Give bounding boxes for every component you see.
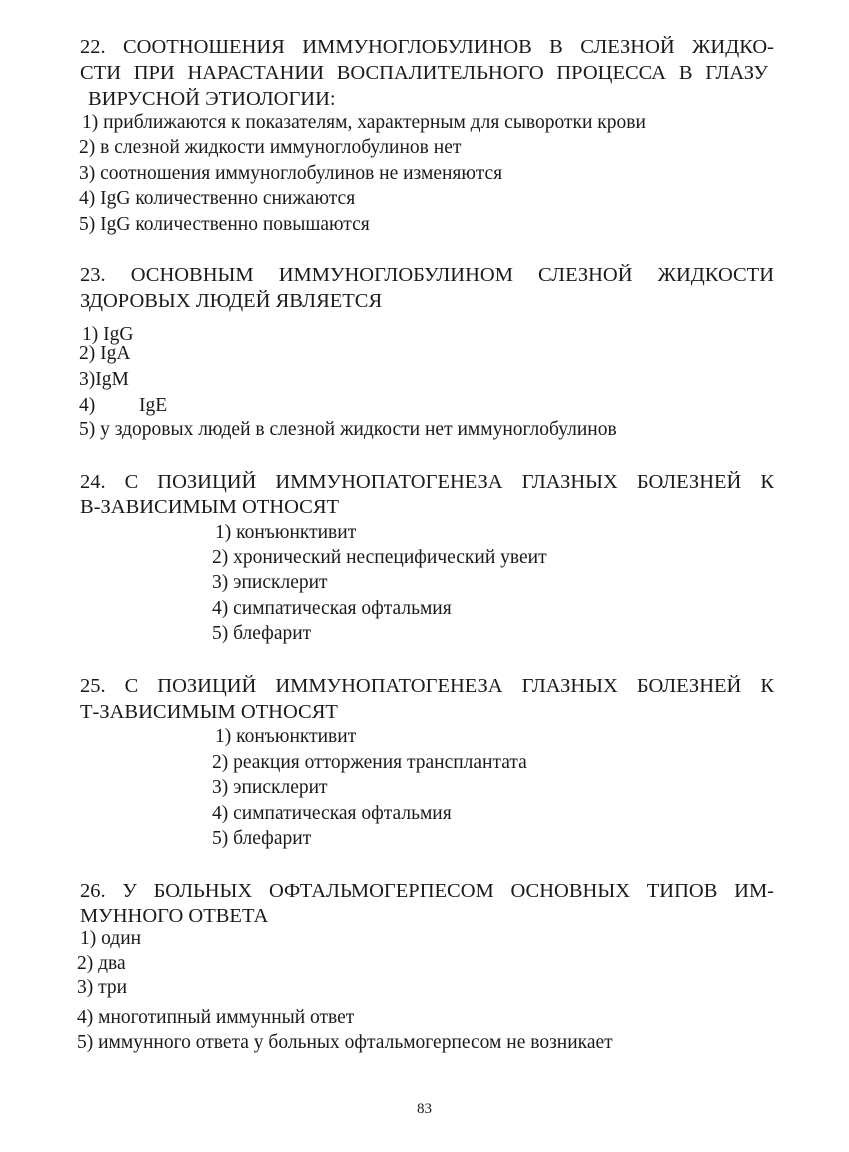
question-25-option-4: 4) симпатическая офтальмия bbox=[212, 803, 452, 824]
question-22-option-4: 4) IgG количественно снижаются bbox=[79, 188, 356, 209]
question-22-line-2: СТИ ПРИ НАРАСТАНИИ ВОСПАЛИТЕЛЬНОГО ПРОЦЕССА В ГЛАЗУ bbox=[80, 62, 768, 84]
question-25-line-2: Т-ЗАВИСИМЫМ ОТНОСЯТ bbox=[80, 701, 338, 723]
question-25-option-3: 3) эписклерит bbox=[212, 777, 328, 798]
question-26-option-3: 3) три bbox=[77, 977, 128, 998]
question-22-option-5: 5) IgG количественно повышаются bbox=[79, 214, 370, 235]
question-26-option-4: 4) многотипный иммунный ответ bbox=[77, 1007, 355, 1028]
question-25-option-5: 5) блефарит bbox=[212, 828, 312, 849]
question-25-option-1: 1) конъюнктивит bbox=[215, 726, 357, 747]
question-26-option-2: 2) два bbox=[77, 953, 126, 974]
question-26-line-1: 26. У БОЛЬНЫХ ОФТАЛЬМОГЕРПЕСОМ ОСНОВНЫХ ТИПОВ ИМ- bbox=[80, 880, 774, 902]
question-23-line-2: ЗДОРОВЫХ ЛЮДЕЙ ЯВЛЯЕТСЯ bbox=[80, 290, 383, 312]
question-23-option-4-text: IgE bbox=[139, 395, 168, 416]
question-26-option-1: 1) один bbox=[80, 928, 142, 949]
question-23-line-1: 23. ОСНОВНЫМ ИММУНОГЛОБУЛИНОМ СЛЕЗНОЙ ЖИДКОСТИ bbox=[80, 264, 774, 286]
question-22-line-3: ВИРУСНОЙ ЭТИОЛОГИИ: bbox=[88, 88, 336, 110]
question-22-option-1: 1) приближаются к показателям, характерным для сыворотки крови bbox=[82, 112, 646, 133]
question-24-option-3: 3) эписклерит bbox=[212, 572, 328, 593]
question-24-line-1: 24. С ПОЗИЦИЙ ИММУНОПАТОГЕНЕЗА ГЛАЗНЫХ БОЛЕЗНЕЙ К bbox=[80, 471, 774, 493]
question-23-option-2: 2) IgA bbox=[79, 343, 131, 364]
question-26-option-5: 5) иммунного ответа у больных офтальмогерпесом не возникает bbox=[77, 1032, 613, 1053]
question-22-line-1: 22. СООТНОШЕНИЯ ИММУНОГЛОБУЛИНОВ В СЛЕЗНОЙ ЖИДКО- bbox=[80, 36, 774, 58]
page-number: 83 bbox=[417, 1101, 432, 1117]
question-25-line-1: 25. С ПОЗИЦИЙ ИММУНОПАТОГЕНЕЗА ГЛАЗНЫХ БОЛЕЗНЕЙ К bbox=[80, 675, 774, 697]
question-22-option-2: 2) в слезной жидкости иммуноглобулинов нет bbox=[79, 137, 462, 158]
question-24-option-1: 1) конъюнктивит bbox=[215, 522, 357, 543]
question-26-line-2: МУННОГО ОТВЕТА bbox=[80, 905, 269, 927]
question-24-line-2: В-ЗАВИСИМЫМ ОТНОСЯТ bbox=[80, 496, 340, 518]
question-25-option-2: 2) реакция отторжения трансплантата bbox=[212, 752, 527, 773]
question-24-option-2: 2) хронический неспецифический увеит bbox=[212, 547, 547, 568]
question-23-option-5: 5) у здоровых людей в слезной жидкости нет иммуноглобулинов bbox=[79, 419, 617, 440]
question-24-option-5: 5) блефарит bbox=[212, 623, 312, 644]
question-24-option-4: 4) симпатическая офтальмия bbox=[212, 598, 452, 619]
question-23-option-4-number: 4) bbox=[79, 395, 96, 416]
question-22-option-3: 3) соотношения иммуноглобулинов не изменяются bbox=[79, 163, 503, 184]
question-23-option-3: 3)IgM bbox=[79, 369, 129, 390]
question-23-option-1: 1) IgG bbox=[82, 324, 134, 345]
